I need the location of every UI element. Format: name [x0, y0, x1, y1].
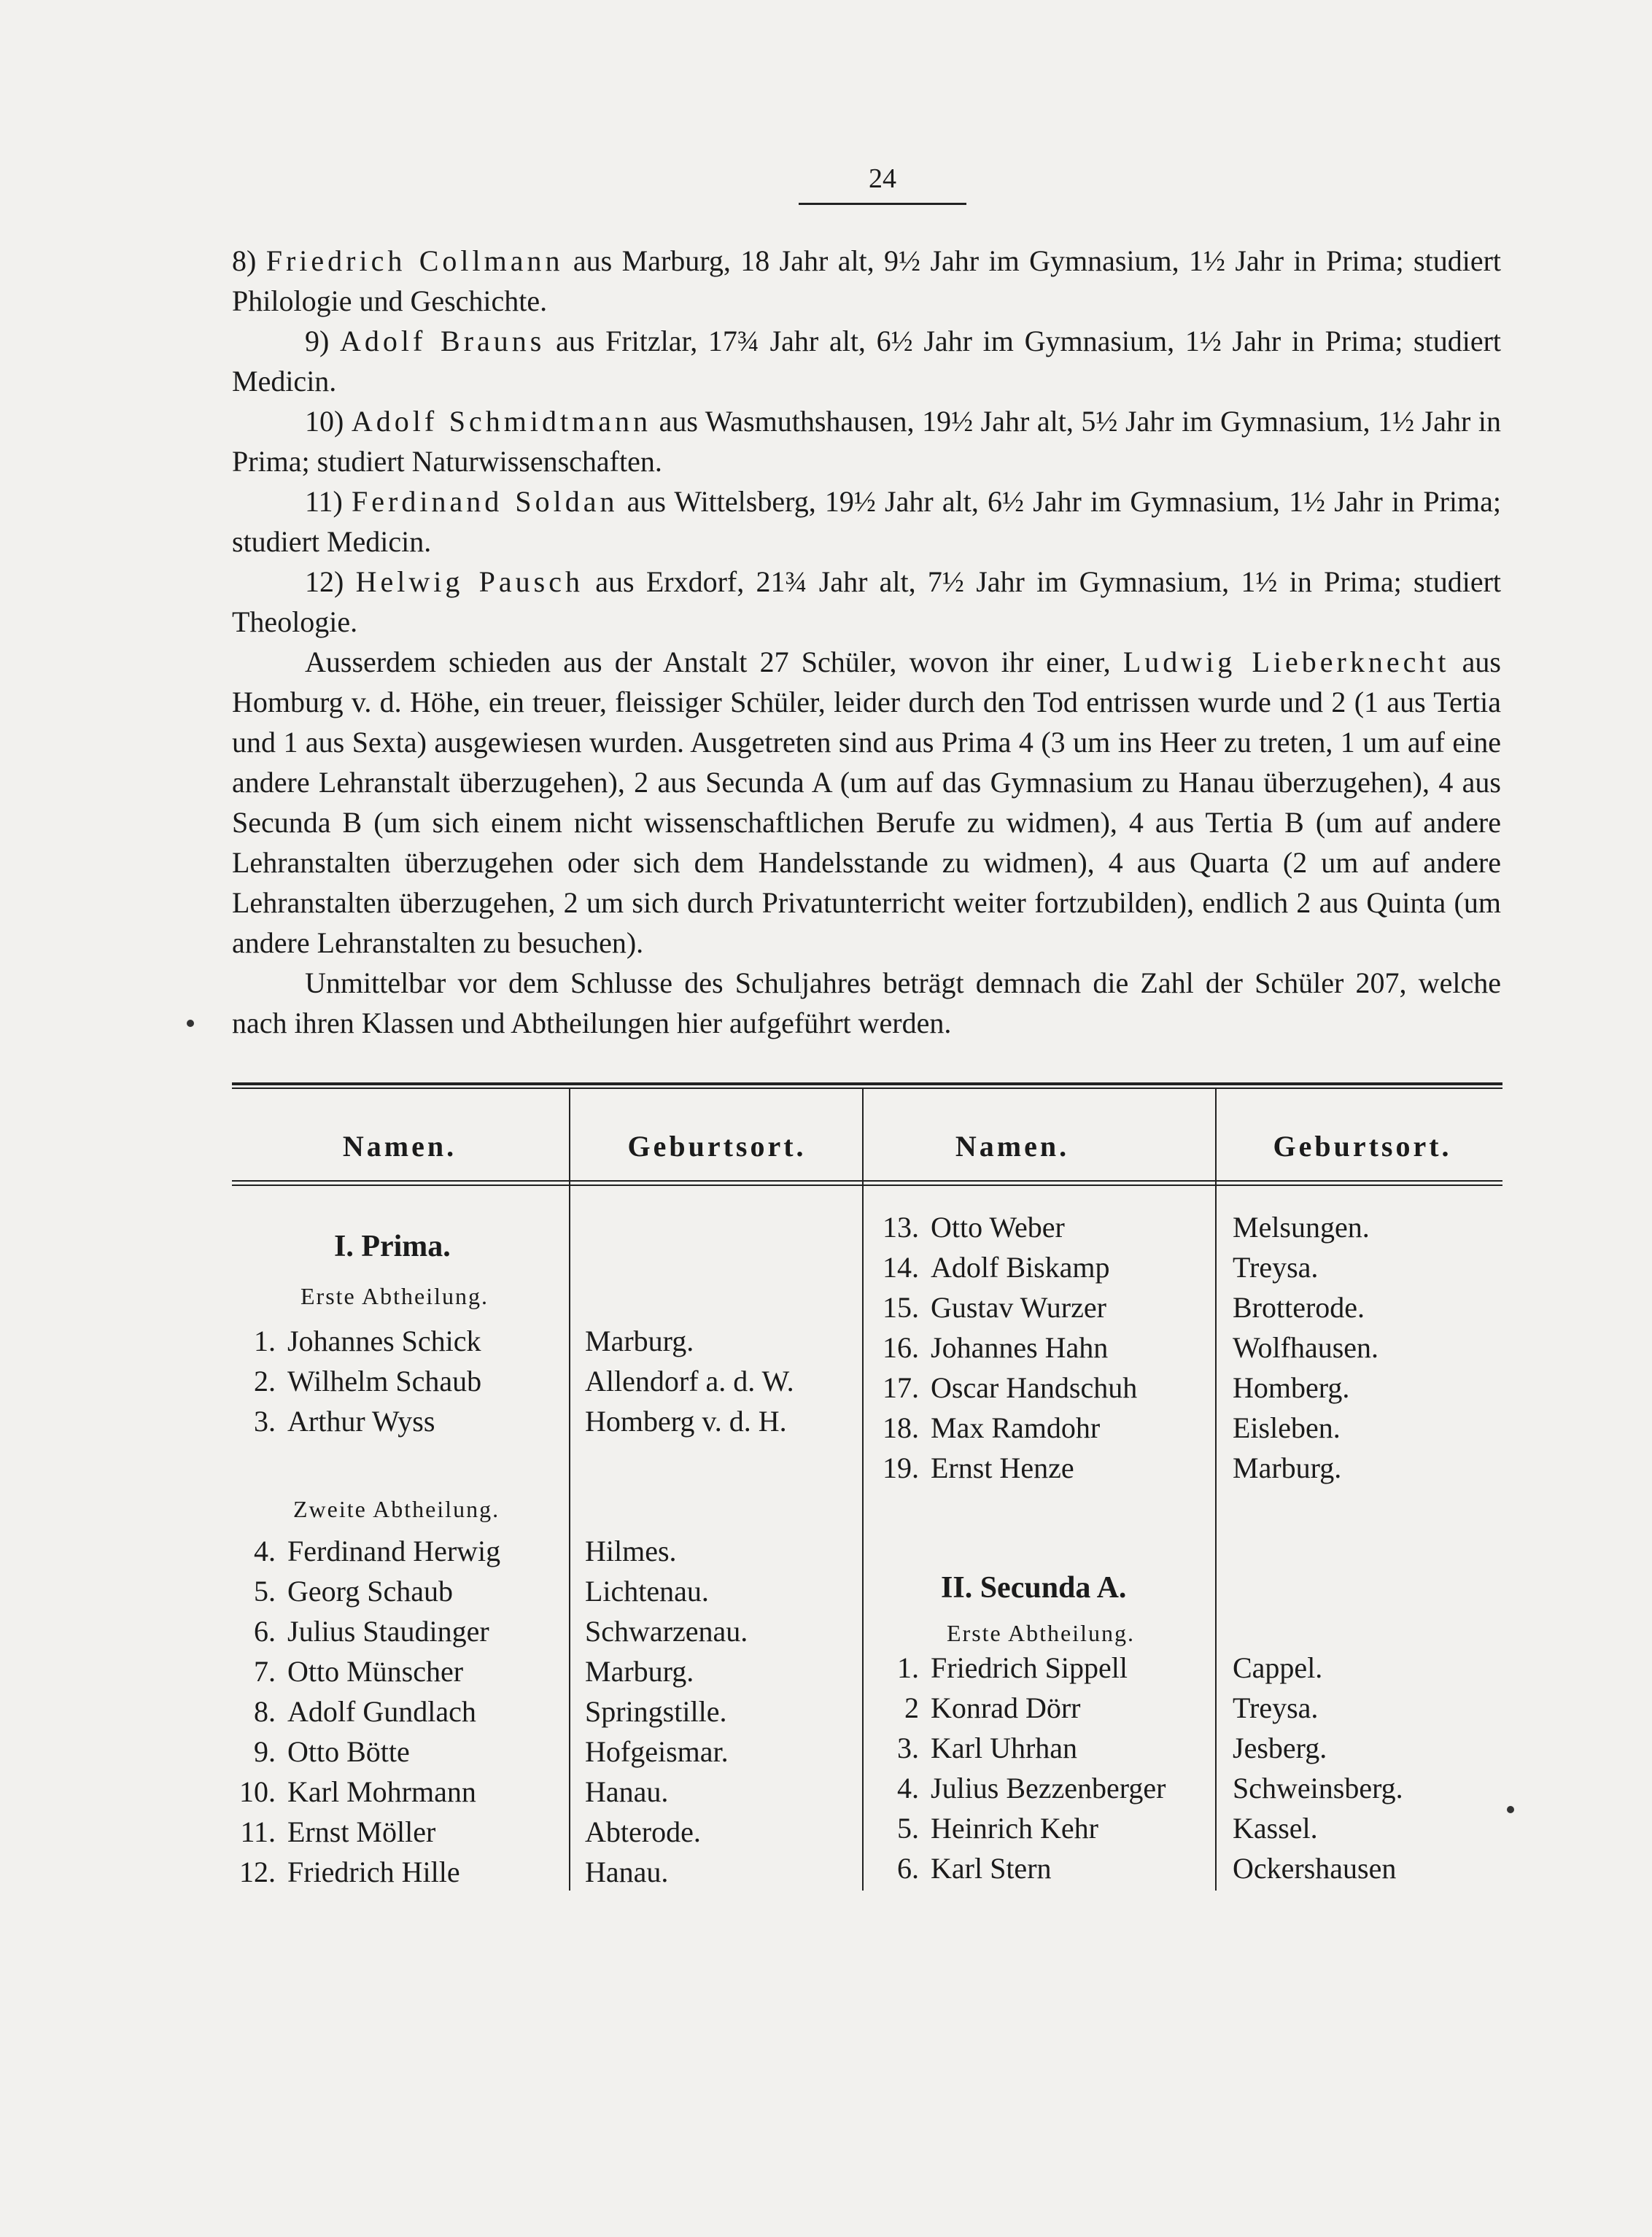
table-row: 2 Konrad Dörr: [904, 1691, 1081, 1724]
birthplace-cell: Eisleben.: [1233, 1411, 1341, 1444]
birthplace-cell: Hofgeismar.: [585, 1735, 729, 1768]
entry-details: aus Erxdorf, 21¾ Jahr alt, 7½ Jahr im Gymnasium, 1½ in Prima; studiert Theologie.: [232, 565, 1502, 638]
table-row: 8. Adolf Gundlach: [254, 1695, 476, 1728]
column-divider-center: [862, 1088, 864, 1891]
birthplace-cell: Hanau.: [585, 1775, 669, 1808]
table-row: 10. Karl Mohrmann: [239, 1775, 476, 1808]
entry-number: 9): [305, 325, 330, 357]
table-row: 3. Arthur Wyss: [254, 1405, 435, 1438]
table-row: 1. Friedrich Sippell: [897, 1651, 1128, 1684]
birthplace-cell: Kassel.: [1233, 1812, 1318, 1845]
deceased-student-name: Ludwig Lieberknecht: [1122, 645, 1450, 678]
table-row: 12. Friedrich Hille: [239, 1856, 460, 1888]
table-row: 17. Oscar Handschuh: [883, 1371, 1138, 1404]
birthplace-cell: Cappel.: [1233, 1651, 1323, 1684]
entry-paragraph: [232, 321, 1501, 401]
table-row: 4. Ferdinand Herwig: [254, 1535, 501, 1567]
entry-name: Helwig Pausch: [355, 565, 583, 598]
ink-speck: [1507, 1806, 1514, 1813]
table-row: 13. Otto Weber: [883, 1211, 1065, 1244]
departures-paragraph: [232, 642, 1501, 963]
table-row: 1. Johannes Schick: [254, 1325, 481, 1357]
table-top-double-rule: [232, 1082, 1502, 1085]
page-number: 24: [869, 163, 896, 194]
entry-paragraph: [232, 401, 1501, 481]
entry-paragraph: [232, 241, 1501, 321]
birthplace-cell: Treysa.: [1233, 1251, 1319, 1284]
entry-number: 8): [232, 244, 257, 277]
table-row: 11. Ernst Möller: [240, 1815, 436, 1848]
birthplace-cell: Hanau.: [585, 1856, 669, 1888]
entry-number: 12): [305, 565, 344, 598]
birthplace-cell: Springstille.: [585, 1695, 727, 1728]
table-row: 7. Otto Münscher: [254, 1655, 464, 1688]
header-names-right: Namen.: [955, 1130, 1070, 1163]
departures-text: Ausserdem schieden aus der Anstalt 27 Schüler, wovon ihr einer,: [305, 645, 1123, 678]
table-row: 5. Georg Schaub: [254, 1575, 453, 1608]
birthplace-cell: Allendorf a. d. W.: [585, 1365, 794, 1397]
header-names-left: Namen.: [342, 1130, 457, 1163]
entry-paragraph: [232, 562, 1501, 642]
birthplace-cell: Melsungen.: [1233, 1211, 1370, 1244]
birthplace-cell: Marburg.: [1233, 1451, 1342, 1484]
ink-speck: [187, 1020, 194, 1027]
entry-paragraph: [232, 481, 1501, 562]
table-row: 16. Johannes Hahn: [883, 1331, 1109, 1364]
birthplace-cell: Homberg v. d. H.: [585, 1405, 787, 1438]
birthplace-cell: Homberg.: [1233, 1371, 1350, 1404]
section-heading: Erste Abtheilung.: [947, 1620, 1135, 1646]
birthplace-cell: Wolfhausen.: [1233, 1331, 1379, 1364]
student-count-paragraph: Unmittelbar vor dem Schlusse des Schuljahres beträgt demnach die Zahl der Schüler 207, welche nach ihren Klassen und Abtheilungen hier aufgeführt werden.: [232, 966, 1501, 1039]
entry-details: aus Wasmuthshausen, 19½ Jahr alt, 5½ Jahr im Gymnasium, 1½ Jahr in Prima; studiert Naturwissenschaften.: [232, 405, 1502, 478]
body-text: [232, 241, 1501, 1043]
class-title-secunda: II. Secunda A.: [941, 1571, 1127, 1605]
departures-text-continued: aus Homburg v. d. Höhe, ein treuer, fleissiger Schüler, leider durch den Tod entrissen wurde und 2 (1 aus Tertia und 1 aus Sexta) ausgewiesen wurden. Ausgetreten sind aus Prima 4 (3 um ins Heer zu treten, 1 um auf eine andere Lehranstalt überzugehen), 2 aus Secunda A (um auf das Gymnasium zu Hanau überzugehen), 4 aus Secunda B (um sich einem nicht wissenschaftlichen Berufe zu widmen), 4 aus Tertia B (um auf andere Lehranstalten überzugehen oder sich dem Handelsstande zu widmen), 4 aus Quarta (2 um auf andere Lehranstalten überzugehen, 2 um sich durch Privatunterricht weiter fortzubilden), endlich 2 aus Quinta (um andere Lehranstalten zu besuchen).: [232, 645, 1501, 959]
birthplace-cell: Treysa.: [1233, 1691, 1319, 1724]
entry-details: aus Wittelsberg, 19½ Jahr alt, 6½ Jahr im Gymnasium, 1½ Jahr in Prima; studiert Medicin.: [232, 485, 1501, 558]
birthplace-cell: Schwarzenau.: [585, 1615, 748, 1648]
birthplace-cell: Marburg.: [585, 1655, 694, 1688]
header-birthplace-right: Geburtsort.: [1273, 1130, 1452, 1163]
table-row: 14. Adolf Biskamp: [883, 1251, 1110, 1284]
entry-details: aus Fritzlar, 17¾ Jahr alt, 6½ Jahr im Gymnasium, 1½ Jahr in Prima; studiert Medicin.: [232, 325, 1502, 398]
section-heading: Zweite Abtheilung.: [293, 1496, 500, 1522]
entry-name: Friedrich Collmann: [265, 244, 564, 277]
column-divider: [1215, 1088, 1217, 1891]
table-row: 18. Max Ramdohr: [883, 1411, 1101, 1444]
table-row: 6. Julius Staudinger: [254, 1615, 489, 1648]
entry-details: aus Marburg, 18 Jahr alt, 9½ Jahr im Gymnasium, 1½ Jahr in Prima; studiert Philologie und Geschichte.: [232, 244, 1502, 317]
entry-name: Adolf Schmidtmann: [351, 405, 652, 438]
birthplace-cell: Lichtenau.: [585, 1575, 709, 1608]
birthplace-cell: Abterode.: [585, 1815, 701, 1848]
birthplace-cell: Ockershausen: [1233, 1852, 1397, 1885]
entry-name: Adolf Brauns: [340, 325, 546, 357]
birthplace-cell: Schweinsberg.: [1233, 1772, 1403, 1804]
table-row: 15. Gustav Wurzer: [883, 1291, 1106, 1324]
table-top-rule-thin: [232, 1088, 1502, 1089]
table-row: 9. Otto Bötte: [254, 1735, 410, 1768]
table-row: 2. Wilhelm Schaub: [254, 1365, 482, 1397]
section-heading: Erste Abtheilung.: [300, 1283, 489, 1309]
birthplace-cell: Jesberg.: [1233, 1732, 1327, 1764]
class-title-prima: I. Prima.: [334, 1230, 451, 1263]
table-row: 3. Karl Uhrhan: [897, 1732, 1078, 1764]
entry-number: 11): [305, 485, 343, 518]
table-header: [232, 1109, 1502, 1182]
table-row: 4. Julius Bezzenberger: [897, 1772, 1166, 1804]
table-row: 5. Heinrich Kehr: [897, 1812, 1098, 1845]
column-divider: [569, 1088, 570, 1891]
birthplace-cell: Hilmes.: [585, 1535, 677, 1567]
entry-name: Ferdinand Soldan: [352, 485, 618, 518]
birthplace-cell: Marburg.: [585, 1325, 694, 1357]
entry-number: 10): [305, 405, 344, 438]
birthplace-cell: Brotterode.: [1233, 1291, 1365, 1324]
table-header-rule-second: [232, 1185, 1502, 1186]
table-row: 19. Ernst Henze: [883, 1451, 1074, 1484]
page-number-rule: [799, 203, 966, 205]
header-birthplace-left: Geburtsort.: [627, 1130, 807, 1163]
table-row: 6. Karl Stern: [897, 1852, 1052, 1885]
